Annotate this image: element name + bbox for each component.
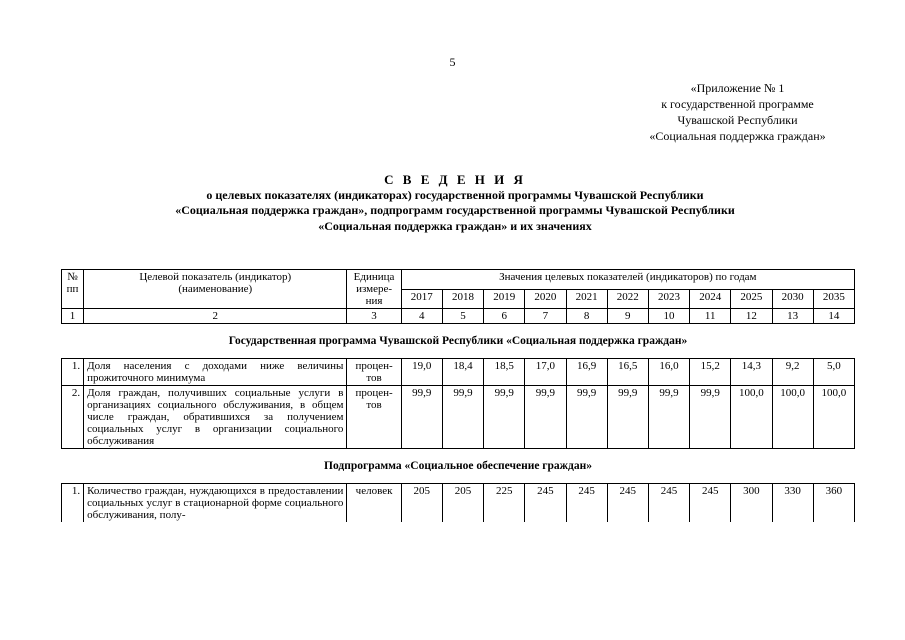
column-number: 8 [566, 309, 607, 324]
value-cell: 100,0 [813, 386, 854, 449]
indicator-name: Доля населения с доходами ниже величины прожиточного минимума [84, 359, 347, 386]
value-cell: 360 [813, 484, 854, 523]
column-number: 6 [484, 309, 525, 324]
value-cell: 330 [772, 484, 813, 523]
value-cell: 16,9 [566, 359, 607, 386]
value-cell: 16,5 [607, 359, 648, 386]
year-cell: 2030 [772, 289, 813, 309]
year-cell: 2025 [731, 289, 772, 309]
value-cell: 245 [566, 484, 607, 523]
header-indicator: Целевой показатель (индикатор) (наименование) [84, 270, 347, 309]
value-cell: 205 [442, 484, 483, 523]
value-cell: 99,9 [566, 386, 607, 449]
value-cell: 99,9 [607, 386, 648, 449]
page-number: 5 [449, 55, 456, 69]
column-number: 12 [731, 309, 772, 324]
section-title-row [62, 449, 855, 484]
appendix-line: «Социальная поддержка граждан» [649, 129, 826, 143]
table-row [62, 359, 855, 386]
column-number: 7 [525, 309, 566, 324]
column-number: 9 [607, 309, 648, 324]
column-number: 4 [401, 309, 442, 324]
year-cell: 2021 [566, 289, 607, 309]
unit-cell: процен-тов [347, 359, 401, 386]
unit-cell: человек [347, 484, 401, 523]
year-cell: 2018 [442, 289, 483, 309]
value-cell: 16,0 [648, 359, 689, 386]
value-cell: 300 [731, 484, 772, 523]
heading-line: «Социальная поддержка граждан», подпрограмм государственной программы Чувашской Республики [175, 203, 735, 217]
row-number: 1. [62, 484, 84, 523]
unit-cell: процен-тов [347, 386, 401, 449]
value-cell: 99,9 [401, 386, 442, 449]
appendix-block [610, 80, 865, 144]
column-number: 2 [84, 309, 347, 324]
table-row [62, 386, 855, 449]
column-numbers-row [62, 309, 855, 324]
document-heading [80, 172, 830, 234]
indicators-table [61, 269, 855, 522]
value-cell: 99,9 [442, 386, 483, 449]
value-cell: 100,0 [731, 386, 772, 449]
header-row [62, 270, 855, 290]
section-title: Подпрограмма «Социальное обеспечение граждан» [62, 449, 855, 484]
header-num: № пп [62, 270, 84, 309]
column-number: 3 [347, 309, 401, 324]
column-number: 11 [690, 309, 731, 324]
value-cell: 245 [525, 484, 566, 523]
header-unit: Единица измере-ния [347, 270, 401, 309]
row-number: 1. [62, 359, 84, 386]
appendix-line: к государственной программе [661, 97, 814, 111]
year-cell: 2035 [813, 289, 854, 309]
column-number: 1 [62, 309, 84, 324]
year-cell: 2020 [525, 289, 566, 309]
value-cell: 225 [484, 484, 525, 523]
table-row [62, 484, 855, 523]
value-cell: 5,0 [813, 359, 854, 386]
value-cell: 99,9 [525, 386, 566, 449]
document-title: С В Е Д Е Н И Я [384, 172, 526, 187]
value-cell: 19,0 [401, 359, 442, 386]
heading-line: о целевых показателях (индикаторах) государственной программы Чувашской Республики [206, 187, 704, 202]
value-cell: 9,2 [772, 359, 813, 386]
value-cell: 100,0 [772, 386, 813, 449]
row-number: 2. [62, 386, 84, 449]
value-cell: 245 [690, 484, 731, 523]
value-cell: 99,9 [690, 386, 731, 449]
indicator-name: Количество граждан, нуждающихся в предоставлении социальных услуг в стационарной форме социального обслуживания, полу- [84, 484, 347, 523]
value-cell: 14,3 [731, 359, 772, 386]
section-title: Государственная программа Чувашской Республики «Социальная поддержка граждан» [62, 324, 855, 359]
section-title-row [62, 324, 855, 359]
header-values-group: Значения целевых показателей (индикаторов) по годам [401, 270, 854, 290]
column-number: 13 [772, 309, 813, 324]
column-number: 5 [442, 309, 483, 324]
value-cell: 15,2 [690, 359, 731, 386]
year-cell: 2023 [648, 289, 689, 309]
heading-line: «Социальная поддержка граждан» и их значениях [318, 218, 592, 233]
year-cell: 2022 [607, 289, 648, 309]
value-cell: 18,5 [484, 359, 525, 386]
value-cell: 245 [607, 484, 648, 523]
year-cell: 2024 [690, 289, 731, 309]
indicator-name: Доля граждан, получивших социальные услуги в организациях социального обслуживания, в общем числе граждан, обратившихся за получением социальных услуг в организации социального обслуживания [84, 386, 347, 449]
appendix-line: Чувашской Республики [677, 113, 798, 127]
value-cell: 245 [648, 484, 689, 523]
appendix-line: «Приложение № 1 [690, 81, 785, 95]
value-cell: 205 [401, 484, 442, 523]
year-cell: 2019 [484, 289, 525, 309]
value-cell: 99,9 [648, 386, 689, 449]
year-cell: 2017 [401, 289, 442, 309]
column-number: 10 [648, 309, 689, 324]
value-cell: 99,9 [484, 386, 525, 449]
column-number: 14 [813, 309, 854, 324]
value-cell: 18,4 [442, 359, 483, 386]
value-cell: 17,0 [525, 359, 566, 386]
